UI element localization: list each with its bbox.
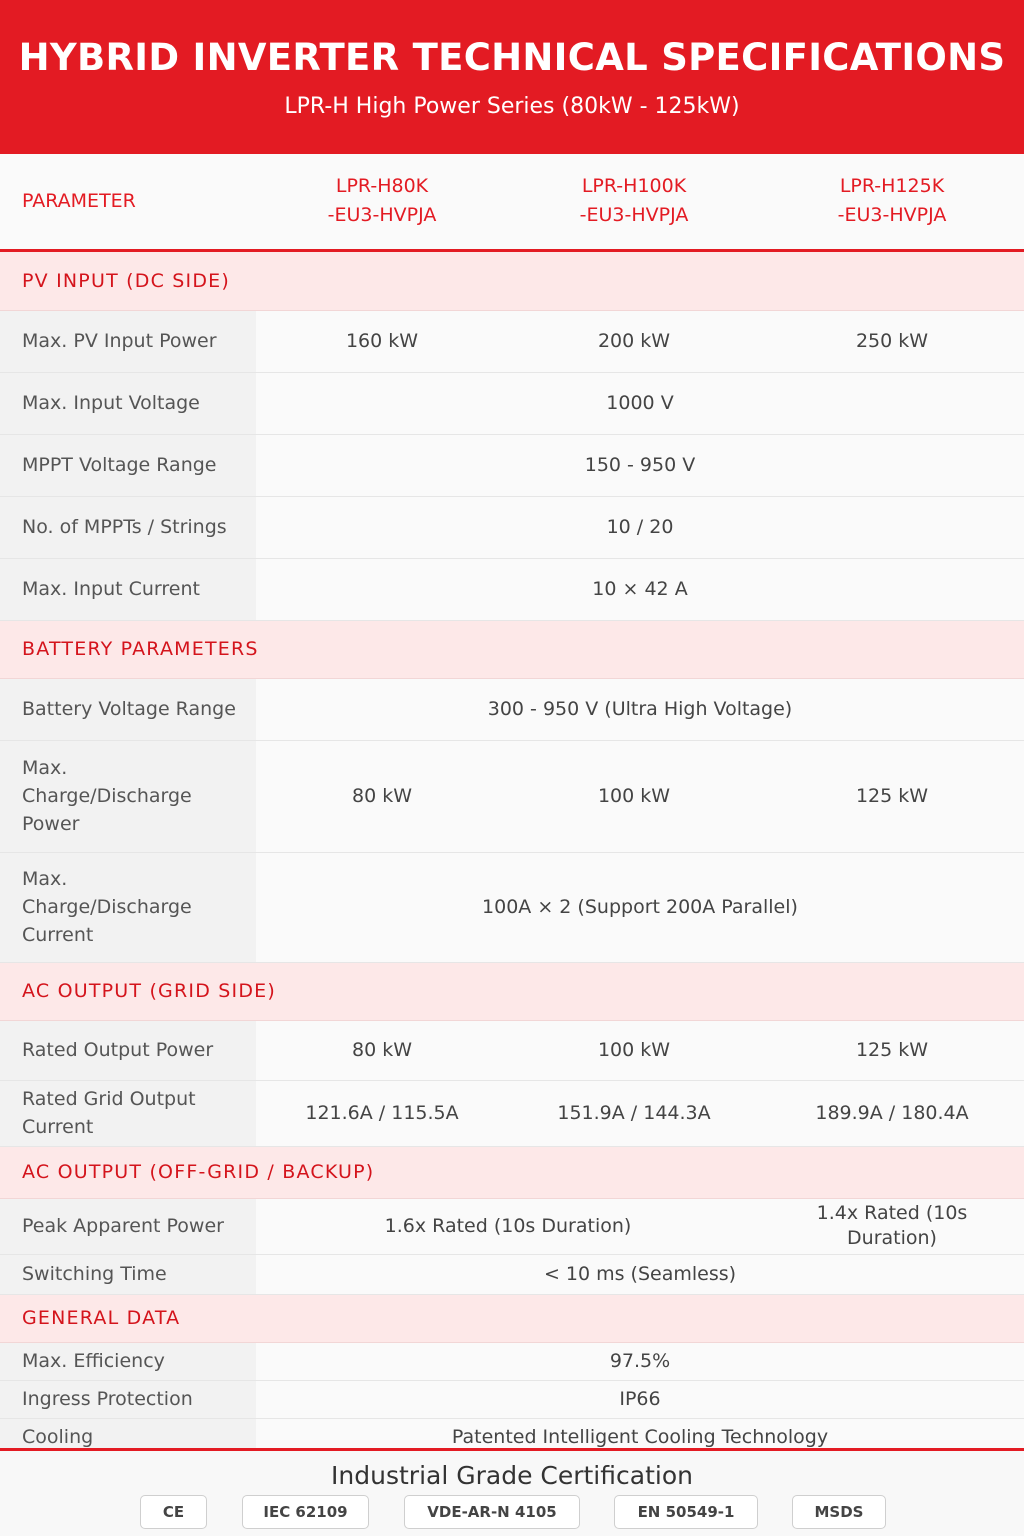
cell-value: 100 kW (508, 740, 760, 852)
cell-value: 150 - 950 V (256, 434, 1024, 496)
table-row (0, 1342, 1024, 1380)
cell-value: 125 kW (760, 1020, 1024, 1080)
row-label: Max. Charge/Discharge Current (0, 852, 256, 962)
section-row (0, 962, 1024, 1020)
table-row (0, 740, 1024, 852)
section-row (0, 620, 1024, 678)
cell-value: 1000 V (256, 372, 1024, 434)
page-header (0, 0, 1024, 154)
page-subtitle: LPR-H High Power Series (80kW - 125kW) (284, 94, 740, 119)
section-row (0, 250, 1024, 310)
section-title: GENERAL DATA (0, 1294, 1024, 1342)
section-title: AC OUTPUT (OFF-GRID / BACKUP) (0, 1146, 1024, 1198)
cell-value: 121.6A / 115.5A (256, 1080, 508, 1146)
cell-value: 125 kW (760, 740, 1024, 852)
cell-value: 200 kW (508, 310, 760, 372)
cell-value: 100A × 2 (Support 200A Parallel) (256, 852, 1024, 962)
table-row (0, 434, 1024, 496)
page-title: HYBRID INVERTER TECHNICAL SPECIFICATIONS (18, 36, 1006, 79)
cert-badge-iec: IEC 62109 (242, 1495, 369, 1529)
row-label: Battery Voltage Range (0, 678, 256, 740)
table-row (0, 310, 1024, 372)
table-row (0, 496, 1024, 558)
certification-footer (0, 1448, 1024, 1536)
section-title: BATTERY PARAMETERS (0, 620, 1024, 678)
table-row (0, 1254, 1024, 1294)
cert-badge-vde: VDE-AR-N 4105 (404, 1495, 580, 1529)
model-header: LPR-H80K -EU3-HVPJA (256, 154, 508, 250)
row-label: MPPT Voltage Range (0, 434, 256, 496)
cert-badge-msds: MSDS (792, 1495, 886, 1529)
section-title: AC OUTPUT (GRID SIDE) (0, 962, 1024, 1020)
cell-value: 151.9A / 144.3A (508, 1080, 760, 1146)
cell-value: 1.6x Rated (10s Duration) (256, 1198, 760, 1254)
row-label: Max. Charge/Discharge Power (0, 740, 256, 852)
table-row (0, 852, 1024, 962)
cell-value: 160 kW (256, 310, 508, 372)
section-row (0, 1146, 1024, 1198)
cell-value: 250 kW (760, 310, 1024, 372)
row-label: Switching Time (0, 1254, 256, 1294)
row-label: Ingress Protection (0, 1380, 256, 1418)
cert-badge-en: EN 50549-1 (614, 1495, 758, 1529)
section-title: PV INPUT (DC SIDE) (0, 250, 1024, 310)
model-header: LPR-H125K -EU3-HVPJA (760, 154, 1024, 250)
table-row (0, 372, 1024, 434)
cell-value: 80 kW (256, 740, 508, 852)
certification-title: Industrial Grade Certification (331, 1461, 693, 1490)
row-label: Cooling (0, 1418, 256, 1455)
cell-value: 10 / 20 (256, 496, 1024, 558)
row-label: No. of MPPTs / Strings (0, 496, 256, 558)
row-label: Rated Output Power (0, 1020, 256, 1080)
row-label: Peak Apparent Power (0, 1198, 256, 1254)
table-row (0, 1080, 1024, 1146)
cell-value: Patented Intelligent Cooling Technology (256, 1418, 1024, 1455)
model-header: LPR-H100K -EU3-HVPJA (508, 154, 760, 250)
parameter-header: PARAMETER (0, 154, 256, 250)
cell-value: 97.5% (256, 1342, 1024, 1380)
table-row (0, 558, 1024, 620)
table-header-row (0, 154, 1024, 250)
cell-value: IP66 (256, 1380, 1024, 1418)
cell-value: 1.4x Rated (10s Duration) (760, 1198, 1024, 1254)
cert-badge-ce: CE (140, 1495, 207, 1529)
cell-value: 80 kW (256, 1020, 508, 1080)
section-row (0, 1294, 1024, 1342)
row-label: Max. Input Current (0, 558, 256, 620)
cell-value: < 10 ms (Seamless) (256, 1254, 1024, 1294)
row-label: Max. PV Input Power (0, 310, 256, 372)
cell-value: 100 kW (508, 1020, 760, 1080)
cell-value: 300 - 950 V (Ultra High Voltage) (256, 678, 1024, 740)
cell-value: 189.9A / 180.4A (760, 1080, 1024, 1146)
row-label: Rated Grid Output Current (0, 1080, 256, 1146)
cell-value: 10 × 42 A (256, 558, 1024, 620)
table-row (0, 678, 1024, 740)
row-label: Max. Efficiency (0, 1342, 256, 1380)
spec-table (0, 154, 1024, 1456)
table-row (0, 1198, 1024, 1254)
table-row (0, 1380, 1024, 1418)
row-label: Max. Input Voltage (0, 372, 256, 434)
table-row (0, 1020, 1024, 1080)
